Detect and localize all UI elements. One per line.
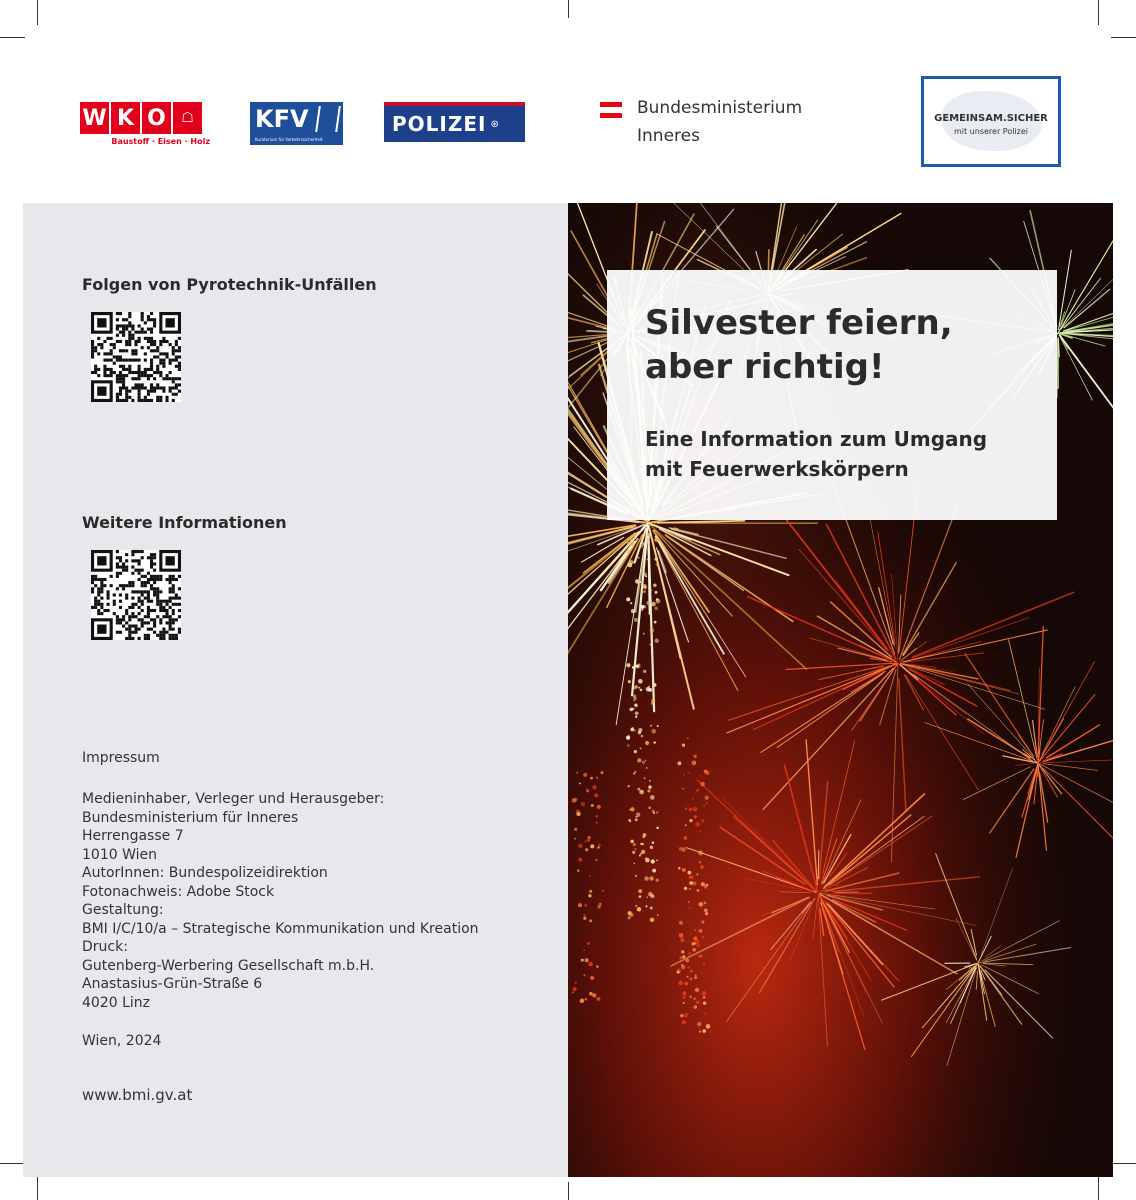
crop-mark [1111,1163,1136,1164]
bmi-name-line2: Inneres [637,126,700,146]
impressum-label: Impressum [82,750,160,766]
impressum-line: 4020 Linz [82,994,150,1011]
impressum-line: Bundesministerium für Inneres [82,809,299,826]
place-date: Wien, 2024 [82,1033,162,1049]
gs-title: GEMEINSAM.SICHER [934,113,1048,124]
kfv-emblem-icon [315,106,341,132]
wko-subtitle: Baustoff · Eisen · Holz [111,137,210,146]
polizei-logo [384,102,525,142]
wko-letter: W [80,102,109,134]
heading-pyro-accidents: Folgen von Pyrotechnik-Unfällen [82,275,377,294]
polizei-wordmark: POLIZEI [392,112,487,136]
cover-title-line: aber richtig! [645,347,885,387]
impressum-line: Gestaltung: [82,902,164,918]
wko-letter: O [142,102,171,134]
qr-code-icon[interactable] [91,312,181,402]
crop-mark [1098,0,1099,25]
cover-subtitle-line: mit Feuerwerkskörpern [645,457,909,481]
crop-mark [37,1175,38,1200]
qr-code-icon[interactable] [91,550,181,640]
gs-subtitle: mit unserer Polizei [953,127,1028,136]
impressum-line: Herrengasse 7 [82,828,184,844]
cover-subtitle-line: Eine Information zum Umgang [645,427,988,451]
website-link[interactable]: www.bmi.gv.at [82,1086,193,1104]
impressum-line: Druck: [82,939,128,955]
kfv-wordmark: KFV [255,105,309,133]
impressum-line: Anastasius-Grün-Straße 6 [82,976,263,992]
impressum-line: Gutenberg-Werbering Gesellschaft m.b.H. [82,957,375,974]
crop-mark [0,37,25,38]
impressum-line: Fotonachweis: Adobe Stock [82,883,275,900]
impressum-line: AutorInnen: Bundespolizeidirektion [82,865,328,881]
crop-mark [0,1163,25,1164]
crop-mark [37,0,38,25]
crop-mark [1111,37,1136,38]
heading-more-info: Weitere Informationen [82,513,287,532]
cover-title-line: Silvester feiern, [645,303,953,343]
crop-mark [568,1182,569,1200]
wko-letter: K [111,102,140,134]
impressum-line: BMI I/C/10/a – Strategische Kommunikation und Kreation [82,920,479,937]
wko-logo [80,102,210,150]
kfv-logo [250,102,343,145]
impressum-line: 1010 Wien [82,846,157,863]
wko-emblem-icon: ☖ [173,102,202,134]
kfv-subtitle: Kuratorium für Verkehrssicherheit [255,137,323,142]
crop-mark [1098,1175,1099,1200]
gemeinsam-sicher-logo [921,76,1061,167]
crop-mark [568,0,569,18]
impressum-line: Medieninhaber, Verleger und Herausgeber: [82,791,385,807]
cover-subtitle [645,424,987,484]
impressum-block [82,790,479,1012]
cover-title [645,301,953,389]
bmi-name-line1: Bundesministerium [637,98,803,118]
austria-flag-icon [600,102,622,118]
eagle-icon: ⊛ [490,118,499,130]
